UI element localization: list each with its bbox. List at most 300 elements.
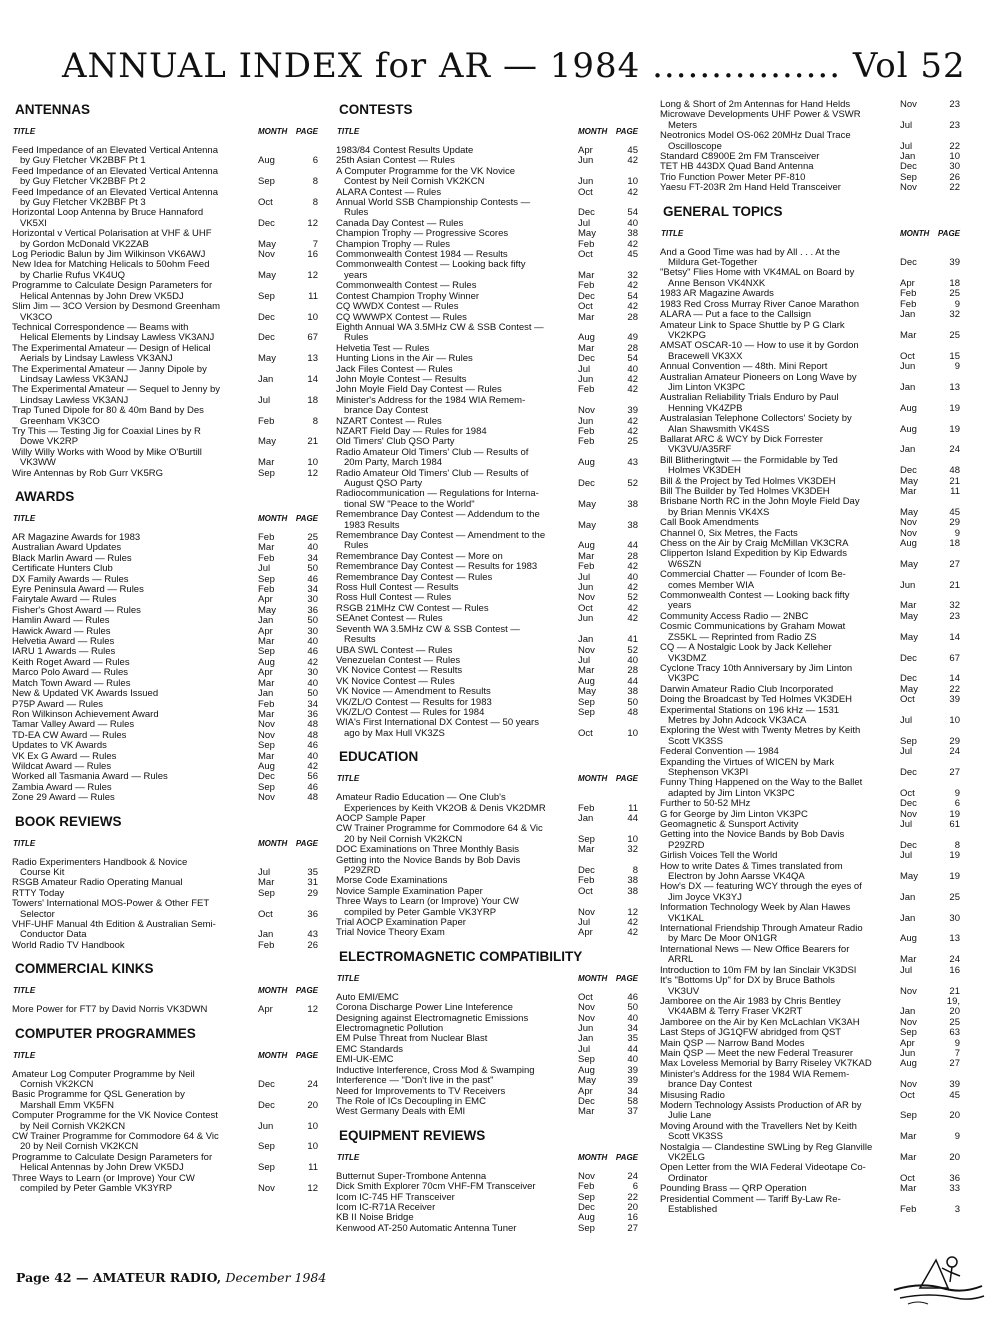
- entry-month: Oct: [258, 908, 273, 920]
- index-entry: [660, 882, 960, 903]
- entry-title: AR Magazine Awards for 1983: [12, 532, 141, 543]
- index-entry: [12, 229, 318, 250]
- index-entry: [660, 248, 960, 269]
- index-entry: [12, 858, 318, 879]
- entry-page: 19: [949, 850, 960, 862]
- entry-month: Aug: [900, 402, 917, 414]
- entry-month: Dec: [900, 465, 917, 477]
- section-antennas: [12, 102, 318, 479]
- entry-page: 32: [627, 844, 638, 856]
- entry-title: CQ WWWPX Contest — Rules: [336, 311, 467, 323]
- index-entry: [660, 310, 960, 320]
- entry-page: 25: [949, 891, 960, 903]
- entry-page: 6: [954, 798, 960, 810]
- section-heading: ELECTROMAGNETIC COMPATIBILITY: [339, 948, 583, 964]
- entry-page: 42: [627, 415, 638, 427]
- entry-title: Funny Thing Happened on the Way to the Ballet adapted by Jim Linton VK3PC: [660, 777, 863, 799]
- footer-page-number: Page 42 —: [16, 1270, 89, 1285]
- entry-page: 63: [949, 1027, 960, 1039]
- entry-month: Feb: [578, 561, 595, 573]
- index-entry: [12, 281, 318, 302]
- entry-page: 16: [307, 249, 318, 261]
- entry-page: 39: [949, 1079, 960, 1091]
- entry-page: 42: [307, 656, 318, 668]
- entry-title: VHF-UHF Manual 4th Edition & Australian Semi- Conductor Data: [12, 919, 216, 941]
- entry-month: Dec: [578, 1201, 595, 1213]
- entry-page: 50: [307, 615, 318, 627]
- header-title: TITLE: [13, 986, 36, 996]
- section-heading: COMPUTER PROGRAMMES: [15, 1025, 196, 1041]
- entry-title: Marco Polo Award — Rules: [12, 667, 128, 679]
- entry-page: 44: [627, 1043, 638, 1055]
- entry-page: 40: [627, 363, 638, 375]
- entry-month: Apr: [578, 1085, 593, 1097]
- header-page: PAGE: [937, 228, 960, 238]
- entry-page: 7: [312, 238, 318, 250]
- entry-month: May: [578, 228, 596, 240]
- entry-title: Morse Code Examinations: [336, 875, 448, 887]
- entry-page: 42: [627, 301, 638, 313]
- entry-title: Computer Programme for the VK Novice Contest by Neil Cornish VK2KCN: [12, 1110, 218, 1132]
- index-entry: [660, 393, 960, 414]
- entry-page: 10: [307, 457, 318, 469]
- entry-month: Jul: [900, 746, 913, 758]
- entry-month: Mar: [258, 677, 275, 689]
- entry-page: 12: [307, 217, 318, 229]
- entry-month: Apr: [900, 1037, 915, 1049]
- entry-month: Dec: [578, 290, 595, 302]
- entry-title: Ross Hull Contest — Rules: [336, 592, 452, 604]
- entry-month: Sep: [578, 706, 595, 718]
- entry-title: More Power for FT7 by David Norris VK3DWN: [12, 1004, 208, 1016]
- entry-month: Feb: [900, 1204, 917, 1216]
- entry-page: 7: [954, 1047, 960, 1059]
- entry-page: 56: [307, 771, 318, 783]
- entry-page: 37: [627, 1106, 638, 1118]
- entry-title: Trap Tuned Dipole for 80 & 40m Band by Des Greenham VK3CO: [12, 405, 204, 427]
- entry-month: Sep: [578, 1054, 595, 1066]
- entry-title: Modern Technology Assists Production of AR by Julie Lane: [660, 1099, 862, 1122]
- entry-page: 39: [627, 405, 638, 417]
- header-page: PAGE: [615, 774, 638, 784]
- index-entry: [660, 830, 960, 851]
- entry-page: 8: [954, 839, 960, 851]
- entry-month: Aug: [258, 656, 275, 668]
- entry-month: Jun: [578, 582, 594, 594]
- entry-month: Jun: [578, 373, 594, 385]
- entry-page: 32: [949, 309, 960, 321]
- entry-page: 8: [312, 197, 318, 209]
- index-entry: [12, 188, 318, 209]
- entry-title: ALARA — Put a face to the Callsign: [660, 309, 812, 321]
- entry-page: 25: [949, 1016, 960, 1028]
- entry-month: Nov: [578, 906, 595, 918]
- entry-month: Jan: [900, 309, 916, 321]
- entry-page: 28: [627, 665, 638, 677]
- entry-title: Channel 0, Six Metres, the Facts: [660, 527, 798, 539]
- entry-title: Contest Champion Trophy Winner: [336, 290, 480, 302]
- entry-title: Ross Hull Contest — Results: [336, 582, 459, 594]
- index-entry: [12, 1174, 318, 1195]
- entry-page: 23: [949, 610, 960, 622]
- index-entry: [12, 167, 318, 188]
- entry-page: 34: [307, 698, 318, 710]
- entry-title: Zone 29 Award — Rules: [12, 792, 115, 804]
- entry-month: Aug: [900, 1058, 917, 1070]
- index-entry: [12, 208, 318, 229]
- entry-title: Old Timers' Club QSO Party: [336, 436, 455, 448]
- entry-month: Mar: [258, 708, 275, 720]
- entry-title: Black Marlin Award — Rules: [12, 552, 132, 564]
- entry-page: 41: [627, 634, 638, 646]
- entry-page: 50: [627, 696, 638, 708]
- section-commercial-kinks: [12, 961, 318, 1015]
- entry-month: Dec: [900, 257, 917, 269]
- entry-month: Dec: [900, 766, 917, 778]
- entry-month: Sep: [578, 696, 595, 708]
- index-entry: [660, 1070, 960, 1091]
- entry-month: Mar: [578, 844, 595, 856]
- entry-month: May: [900, 558, 918, 570]
- entry-month: Dec: [258, 1079, 275, 1091]
- entry-page: 11: [308, 1162, 318, 1174]
- entry-page: 52: [627, 644, 638, 656]
- entry-page: 40: [627, 217, 638, 229]
- entry-page: 22: [627, 1191, 638, 1203]
- entry-title: Remembrance Day Contest — Amendment to the Rules: [336, 530, 546, 552]
- entry-month: Aug: [578, 457, 595, 469]
- entry-month: Apr: [578, 927, 593, 939]
- entry-page: 43: [627, 457, 638, 469]
- entry-title: CQ — A Nostalgic Look by Jack Kelleher VK3DMZ: [660, 642, 832, 664]
- entry-month: May: [900, 631, 918, 643]
- entry-month: Nov: [900, 1016, 917, 1028]
- entry-month: Mar: [578, 550, 595, 562]
- entry-title: Trial Novice Theory Exam: [336, 927, 445, 939]
- section-heading: GENERAL TOPICS: [663, 203, 783, 219]
- entry-page: 39: [949, 257, 960, 269]
- entry-title: International News — New Office Bearers for ARRL: [660, 943, 850, 966]
- entry-month: Jul: [578, 363, 591, 375]
- entry-title: Pounding Brass — QRP Operation: [660, 1183, 807, 1195]
- entry-title: Trio Function Power Meter PF-810: [660, 171, 806, 183]
- entry-title: Call Book Amendments: [660, 517, 759, 529]
- entry-page: 12: [307, 269, 318, 281]
- entry-page: 30: [949, 161, 960, 173]
- entry-page: 34: [307, 584, 318, 596]
- entry-month: Jul: [258, 866, 271, 878]
- entry-page: 48: [949, 465, 960, 477]
- entry-month: Mar: [258, 636, 275, 648]
- entry-page: 34: [627, 1085, 638, 1097]
- entry-page: 61: [949, 819, 960, 830]
- entry-month: Oct: [258, 197, 273, 209]
- entry-page: 48: [307, 719, 318, 731]
- header-month: MONTH: [578, 127, 608, 136]
- entry-page: 22: [949, 683, 960, 695]
- entry-page: 6: [632, 1181, 638, 1193]
- index-entry: [336, 448, 638, 469]
- entry-month: Jun: [578, 613, 594, 625]
- entry-title: VK/ZL/O Contest — Results for 1983: [336, 696, 492, 708]
- entry-title: Radio Experimenters Handbook & Novice Course Kit: [12, 856, 188, 878]
- entry-page: 19, 20: [946, 995, 960, 1018]
- entry-page: 42: [627, 561, 638, 573]
- entry-page: 40: [627, 1012, 638, 1024]
- entry-title: Programme to Calculate Design Parameters for Helical Antennas by John Drew VK5DJ: [12, 1151, 213, 1174]
- entry-page: 14: [949, 631, 960, 643]
- page-footer: [16, 1270, 326, 1285]
- entry-page: 20: [949, 1110, 960, 1122]
- entry-title: Girlish Voices Tell the World: [660, 850, 778, 862]
- entry-page: 25: [949, 288, 960, 300]
- entry-page: 19: [949, 871, 960, 883]
- section-general-topics: [660, 204, 960, 1216]
- entry-month: Dec: [258, 311, 275, 323]
- entry-page: 11: [308, 290, 318, 302]
- index-entry: [660, 1195, 960, 1216]
- entry-month: Jul: [578, 217, 591, 229]
- entry-page: 48: [307, 792, 318, 804]
- entry-title: Misusing Radio: [660, 1089, 725, 1101]
- header-month: MONTH: [900, 228, 930, 238]
- entry-title: Corona Discharge Power Line Inteference: [336, 1002, 513, 1014]
- entry-month: Apr: [258, 594, 273, 606]
- entry-month: Feb: [258, 698, 275, 710]
- entry-page: 52: [627, 592, 638, 604]
- entry-page: 23: [949, 99, 960, 110]
- entry-month: Jul: [258, 563, 271, 575]
- entry-month: Mar: [258, 457, 275, 469]
- entry-month: Feb: [578, 875, 595, 887]
- entry-month: Nov: [900, 527, 917, 539]
- entry-title: West Germany Deals with EMI: [336, 1106, 466, 1118]
- entry-month: Dec: [578, 1095, 595, 1107]
- entry-page: 30: [307, 625, 318, 637]
- index-entry: [12, 365, 318, 386]
- entry-page: 3: [954, 1204, 960, 1216]
- entry-title: Need for Improvements to TV Receivers: [336, 1085, 506, 1097]
- entry-month: Sep: [900, 1027, 917, 1039]
- entry-title: Horizontal v Vertical Polarisation at VHF & UHF by Gordon McDonald VK2ZAB: [12, 228, 212, 250]
- index-entry: [336, 793, 638, 814]
- entry-month: Mar: [258, 877, 275, 889]
- column-headers: [336, 974, 638, 983]
- header-page: PAGE: [295, 1050, 318, 1060]
- entry-title: Novice Sample Examination Paper: [336, 885, 483, 897]
- entry-page: 54: [627, 353, 638, 365]
- entry-month: Jul: [900, 850, 913, 862]
- entry-month: Jan: [900, 444, 916, 456]
- index-entry: [660, 976, 960, 997]
- entry-month: Oct: [578, 991, 593, 1003]
- entry-month: Aug: [900, 538, 917, 550]
- entry-month: Apr: [578, 145, 593, 156]
- entry-month: Jan: [578, 812, 594, 824]
- entry-page: 35: [627, 1033, 638, 1045]
- entry-month: Sep: [578, 833, 595, 845]
- entry-month: Jul: [578, 1043, 591, 1055]
- entry-title: Information Technology Week by Alan Hawes VK1KAL: [660, 902, 851, 924]
- entry-title: Commonwealth Contest 1984 — Results: [336, 249, 508, 261]
- entry-page: 40: [307, 750, 318, 762]
- entry-month: Sep: [578, 1191, 595, 1203]
- entry-title: A Computer Programme for the VK Novice Contest by Neil Cornish VK2KCN: [336, 165, 515, 188]
- index-entry: [12, 385, 318, 406]
- entry-month: Mar: [900, 329, 917, 341]
- entry-month: Jun: [900, 579, 916, 591]
- entry-title: Champion Trophy — Progressive Scores: [336, 228, 509, 240]
- entry-page: 45: [627, 145, 638, 156]
- section-heading: BOOK REVIEWS: [15, 813, 122, 829]
- entry-title: Amateur Link to Space Shuttle by P G Clark VK2KPG: [660, 319, 845, 341]
- entry-title: EM Pulse Threat from Nuclear Blast: [336, 1033, 488, 1045]
- entry-title: Getting into the Novice Bands by Bob Davis P29ZRD: [336, 854, 521, 876]
- entry-title: G for George by Jim Linton VK3PC: [660, 808, 808, 820]
- entry-title: RSGB Amateur Radio Operating Manual: [12, 877, 183, 889]
- entry-title: It's "Bottoms Up" for DX by Bruce Bathols VK3UV: [660, 975, 835, 997]
- entry-title: Canada Day Contest — Rules: [336, 217, 464, 229]
- entry-page: 36: [307, 604, 318, 616]
- entry-page: 21: [949, 985, 960, 997]
- entry-month: Sep: [258, 573, 275, 585]
- entry-title: Introduction to 10m FM by Ian Sinclair VK3DSI: [660, 964, 857, 976]
- entry-title: CW Trainer Programme for Commodore 64 & Vic 20 by Neil Cornish VK2KCN: [12, 1131, 219, 1153]
- entry-page: 13: [949, 933, 960, 945]
- entry-month: Dec: [578, 207, 595, 219]
- entry-month: Sep: [900, 735, 917, 747]
- entry-title: Programme to Calculate Design Parameters for Helical Antennas by John Drew VK5DJ: [12, 280, 213, 302]
- index-entry: [12, 427, 318, 448]
- entry-page: 35: [307, 866, 318, 878]
- entry-page: 38: [627, 228, 638, 240]
- entry-month: Mar: [258, 542, 275, 554]
- entry-month: Sep: [258, 646, 275, 658]
- entry-page: 58: [627, 1095, 638, 1107]
- index-entry: [12, 146, 318, 167]
- entry-page: 24: [307, 1079, 318, 1091]
- entry-page: 29: [949, 735, 960, 747]
- entry-month: May: [258, 604, 276, 616]
- index-entry: [12, 1153, 318, 1174]
- entry-title: Remembrance Day Contest — Addendum to the 1983 Results: [336, 509, 540, 531]
- entry-title: Designing against Electromagnetic Emissions: [336, 1012, 529, 1024]
- index-entry: [12, 344, 318, 365]
- entry-title: Helvetia Award — Rules: [12, 636, 115, 648]
- entry-page: 33: [949, 1183, 960, 1195]
- entry-page: 40: [307, 542, 318, 554]
- entry-page: 49: [627, 332, 638, 344]
- entry-title: International Friendship Through Amateur Radio by Marc De Moor ON1GR: [660, 923, 863, 945]
- entry-page: 10: [307, 1120, 318, 1132]
- entry-title: ALARA Contest — Rules: [336, 186, 442, 198]
- entry-page: 24: [949, 746, 960, 758]
- index-entry: [660, 183, 960, 193]
- entry-title: Basic Programme for QSL Generation by Marshall Emm VK5FN: [12, 1089, 185, 1111]
- entry-page: 42: [627, 613, 638, 625]
- entry-title: Standard C8900E 2m FM Transceiver: [660, 151, 820, 163]
- entry-title: Hawick Award — Rules: [12, 625, 111, 637]
- entry-page: 13: [307, 353, 318, 365]
- entry-page: 30: [949, 912, 960, 924]
- section-electromagnetic-compatibility: [336, 949, 638, 1118]
- entry-month: Oct: [578, 727, 593, 739]
- index-entry: [660, 110, 960, 131]
- header-page: PAGE: [615, 973, 638, 983]
- entry-month: Mar: [900, 1183, 917, 1195]
- entry-title: Venezuelan Contest — Rules: [336, 654, 461, 666]
- entry-title: Doing the Broadcast by Ted Holmes VK3DEH: [660, 694, 853, 706]
- entry-page: 26: [949, 171, 960, 183]
- section-equipment-reviews: [336, 1128, 638, 1234]
- entry-month: Dec: [900, 673, 917, 685]
- header-page: PAGE: [295, 838, 318, 848]
- entry-title: Remembrance Day Contest — Results for 1983: [336, 561, 538, 573]
- index-entry: [660, 747, 960, 757]
- entry-page: 10: [949, 714, 960, 726]
- footer-magazine: AMATEUR RADIO,: [92, 1270, 222, 1285]
- index-entry: [12, 469, 318, 479]
- entry-title: Australasian Telephone Collectors' Society by Alan Shawsmith VK4SS: [660, 413, 852, 435]
- entry-month: Jul: [578, 917, 591, 929]
- header-page: PAGE: [615, 1152, 638, 1162]
- entry-page: 46: [307, 646, 318, 658]
- entry-page: 9: [954, 1037, 960, 1049]
- entry-page: 34: [307, 552, 318, 564]
- entry-month: Jan: [578, 1033, 594, 1045]
- entry-month: Mar: [578, 311, 595, 323]
- entry-page: 19: [949, 402, 960, 414]
- entry-title: EMC Standards: [336, 1043, 404, 1055]
- entry-page: 8: [312, 415, 318, 427]
- index-entry: [336, 687, 638, 697]
- entry-page: 48: [627, 706, 638, 718]
- index-entry: [660, 643, 960, 664]
- entry-page: 38: [627, 885, 638, 897]
- entry-title: Eyre Peninsula Award — Rules: [12, 584, 144, 596]
- entry-page: 9: [954, 527, 960, 539]
- index-entry: [660, 414, 960, 435]
- entry-page: 18: [949, 538, 960, 550]
- entry-title: Feed Impedance of an Elevated Vertical Antenna by Guy Fletcher VK2BBF Pt 3: [12, 186, 218, 209]
- entry-page: 39: [949, 694, 960, 706]
- index-entry: [660, 341, 960, 362]
- entry-month: Nov: [900, 985, 917, 997]
- section-contests: [336, 102, 638, 739]
- index-entry: [660, 695, 960, 705]
- entry-title: Annual World SSB Championship Contests — Rules: [336, 197, 531, 219]
- entry-month: Jan: [258, 688, 274, 700]
- entry-title: World Radio TV Handbook: [12, 939, 125, 951]
- entry-title: Three Ways to Learn (or Improve) Your CW compiled by Peter Gamble VK3YRP: [336, 896, 519, 918]
- entry-page: 39: [627, 1075, 638, 1087]
- index-entry: [660, 549, 960, 570]
- column-headers: [12, 514, 318, 523]
- entry-month: Jul: [900, 819, 913, 830]
- entry-month: Jan: [900, 1006, 916, 1018]
- entry-title: The Experimental Amateur — Design of Helical Aerials by Lindsay Lawless VK3ANJ: [12, 342, 211, 365]
- entry-title: Fisher's Ghost Award — Rules: [12, 604, 141, 616]
- entry-title: John Moyle Field Day Contest — Rules: [336, 384, 502, 396]
- entry-month: May: [900, 683, 918, 695]
- entry-month: May: [900, 610, 918, 622]
- entry-title: Commonwealth Contest — Rules: [336, 280, 477, 292]
- entry-title: Worked all Tasmania Award — Rules: [12, 771, 168, 783]
- entry-title: Three Ways to Learn (or Improve) Your CW compiled by Peter Gamble VK3YRP: [12, 1172, 195, 1195]
- entry-month: Aug: [258, 155, 275, 167]
- entry-title: Microwave Developments UHF Power & VSWR Meters: [660, 109, 861, 131]
- entry-month: Oct: [578, 301, 593, 313]
